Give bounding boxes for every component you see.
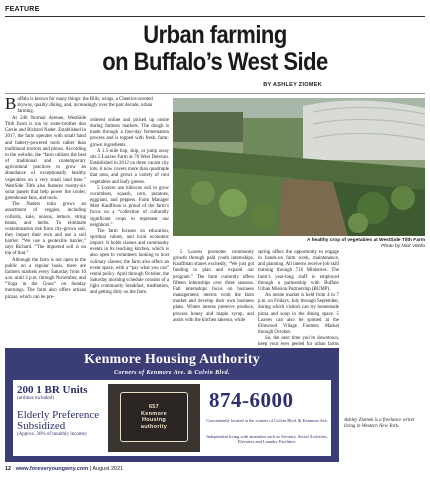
housing-sign xyxy=(120,392,188,442)
paragraph: Although the farm is not open to the public on a regular basis, there are farmers markets every Saturday from 10 a.m. until 3 p.m. through November, and “Yoga in the Grass” on Sunday mornings. The farm also offers artisan pizzas, which can be pre- xyxy=(5,257,86,300)
footer-issue: August 2021 xyxy=(92,466,124,472)
ad-location-note: Conveniently located at the corners of Colvin Blvd. & Kenmore Ave. xyxy=(206,418,328,423)
paragraph: So, the next time you’re downtown, keep your eyes peeled for urban farms xyxy=(258,336,339,348)
footer-url: www.foreveryoungwny.com xyxy=(15,466,89,472)
drop-cap: B xyxy=(5,94,17,113)
vegetable-field-image xyxy=(173,98,425,236)
ad-offers xyxy=(17,384,105,446)
headline xyxy=(26,22,404,76)
ad-subtitle: Corners of Kenmore Ave. & Colvin Blvd. xyxy=(114,370,230,376)
ad-title: Kenmore Housing Authority xyxy=(84,352,260,367)
bio-text: Ashley Ziomek is a freelance writer living in Western New York. xyxy=(344,418,415,430)
author-bio xyxy=(344,418,425,431)
paragraph: The farm focuses on education, spiritual values, and local economic impact. It holds classes and community events in its teaching kitchen, which is also open to volunteers looking to host culinary classes; the farm also offers an event space, with a “pay what you can” rental policy. April through October, the Saturday morning schedule consists of a light community breakfast, meditation, and getting dirty on the farm. xyxy=(90,228,169,296)
headline-line-1: Urban farming xyxy=(143,21,287,49)
ad-panel xyxy=(13,380,331,456)
headline-rule xyxy=(5,93,425,94)
feature-rule xyxy=(5,16,425,17)
paragraph: ordered online and picked up onsite during farmers markets. The dough is made through a four-day fermentation process and is topped with fresh, farm-grown ingredients. xyxy=(90,118,169,148)
ad-amenities-note: Independent living with amenities such as Security, Social Activities, Elevators and Laundry Facilities. xyxy=(206,434,328,445)
ad-phone: 874-6000 xyxy=(209,388,294,412)
page-number: 12 xyxy=(5,466,12,472)
paragraph: A 1.5-mile hop, skip, or jump away sits 5 Loaves Farm at 70 West Delevan. Established in 2012 on three vacant city lots, it now covers more than quadruple that area, and grows a variety of root vegetables and leafy greens. xyxy=(90,148,169,185)
page-footer: 12 www.foreveryoungwny.com | August 2021 xyxy=(5,466,124,472)
ad-elderly: Elderly Preference xyxy=(17,409,100,421)
paragraph: spring offers the opportunity to engage in hands-on farm work, maintenance, and planning. All interns receive job skill training through 716 Ministries. The farm’s year-long staff is employed through a partnership with Buffalo Urban Mission Partnership (BUMP). xyxy=(258,250,339,292)
farm-photo xyxy=(173,98,425,236)
ad-units-note: (utilities included) xyxy=(17,396,54,401)
article-column-1 xyxy=(5,116,86,301)
ad-subsidized-note: (Approx. 30% of monthly income) xyxy=(17,432,87,437)
byline: BY ASHLEY ZIOMEK xyxy=(263,82,322,88)
sign-line: authority xyxy=(140,423,168,430)
photo-credit: Photo by Nick Vitello xyxy=(381,244,425,249)
sign-line: Kenmore xyxy=(141,410,167,417)
paragraph: An onsite market is held from 4 to 7 p.m. on Fridays, July through September, during which visitors can try homemade pizza and soup in the dining space. 5 Loaves can also be spotted at the Elmwood Village Farmers Market through October. xyxy=(258,293,339,336)
caption-text: A healthy crop of vegetables at WestSide Tilth Farm xyxy=(307,238,425,243)
headline-line-2: on Buffalo’s West Side xyxy=(102,48,328,76)
paragraph: 5 Loaves use hibiscus soil to grow cucumbers, squash, corn, potatoes, eggplant, and peppers. Farm Manager Matt Kauffman is proud of the farm’s focus on a “collection of culturally significant crops to represent our neighbors.” xyxy=(90,185,169,228)
paragraph: 5 Loaves promotes community growth through paid youth internships. Kauffman shares excitedly, “We just got funding to plan and expand our program.” The farm currently offers fifteen internships over three seasons. Fall internships focus on business management; interns work the farm market and develop their own business plans. Winter interns preserve produce, process honey and maple syrup, and assist with the kitchen takeout, while xyxy=(173,250,254,323)
feature-tag: FEATURE xyxy=(5,6,40,13)
lead-text: uffalo is known for many things: the Bills, wings, a Cheerios-scented skyway, quality dining, and, increasingly over the past decade, urban farming. xyxy=(17,97,153,115)
article-column-2 xyxy=(90,118,169,297)
kenmore-housing-ad xyxy=(5,348,339,462)
lead-paragraph xyxy=(5,94,169,115)
paragraph: The Naders train grows an assortment of veggies, including collards, kale, onions, lettuce, string beans, and herbs. To eliminate contamination risk from city-grown soil, they import their own and use a soil barrier. “We use a geotextile barrier,” says Richard. “The imported soil is on top of that.” xyxy=(5,202,86,257)
article-column-3 xyxy=(173,250,254,324)
ad-units: 200 1 BR Units xyxy=(17,384,88,396)
ad-subsidized: Subsidized xyxy=(17,420,66,432)
sign-line: Housing xyxy=(141,417,167,423)
photo-caption xyxy=(307,238,425,250)
paragraph: At 246 Normal Avenue, WestSide Tilth Farm is run by sister-brother duo Carrie and Richard Nader. Established in 2017, the farm operates with small hand and battery-powered tools rather than traditional tractors and plows. According to the website, the “farm utilizes the best of traditional and contemporary agricultural practices to grow an abundance of exceptionally healthy vegetables on a very small land base.” WestSide Tilth also features twenty-six solar panels that help power the cooler, greenhouse fans, and tools. xyxy=(5,116,86,202)
ad-sign-photo xyxy=(108,384,200,452)
sign-number: 657 xyxy=(148,404,160,410)
